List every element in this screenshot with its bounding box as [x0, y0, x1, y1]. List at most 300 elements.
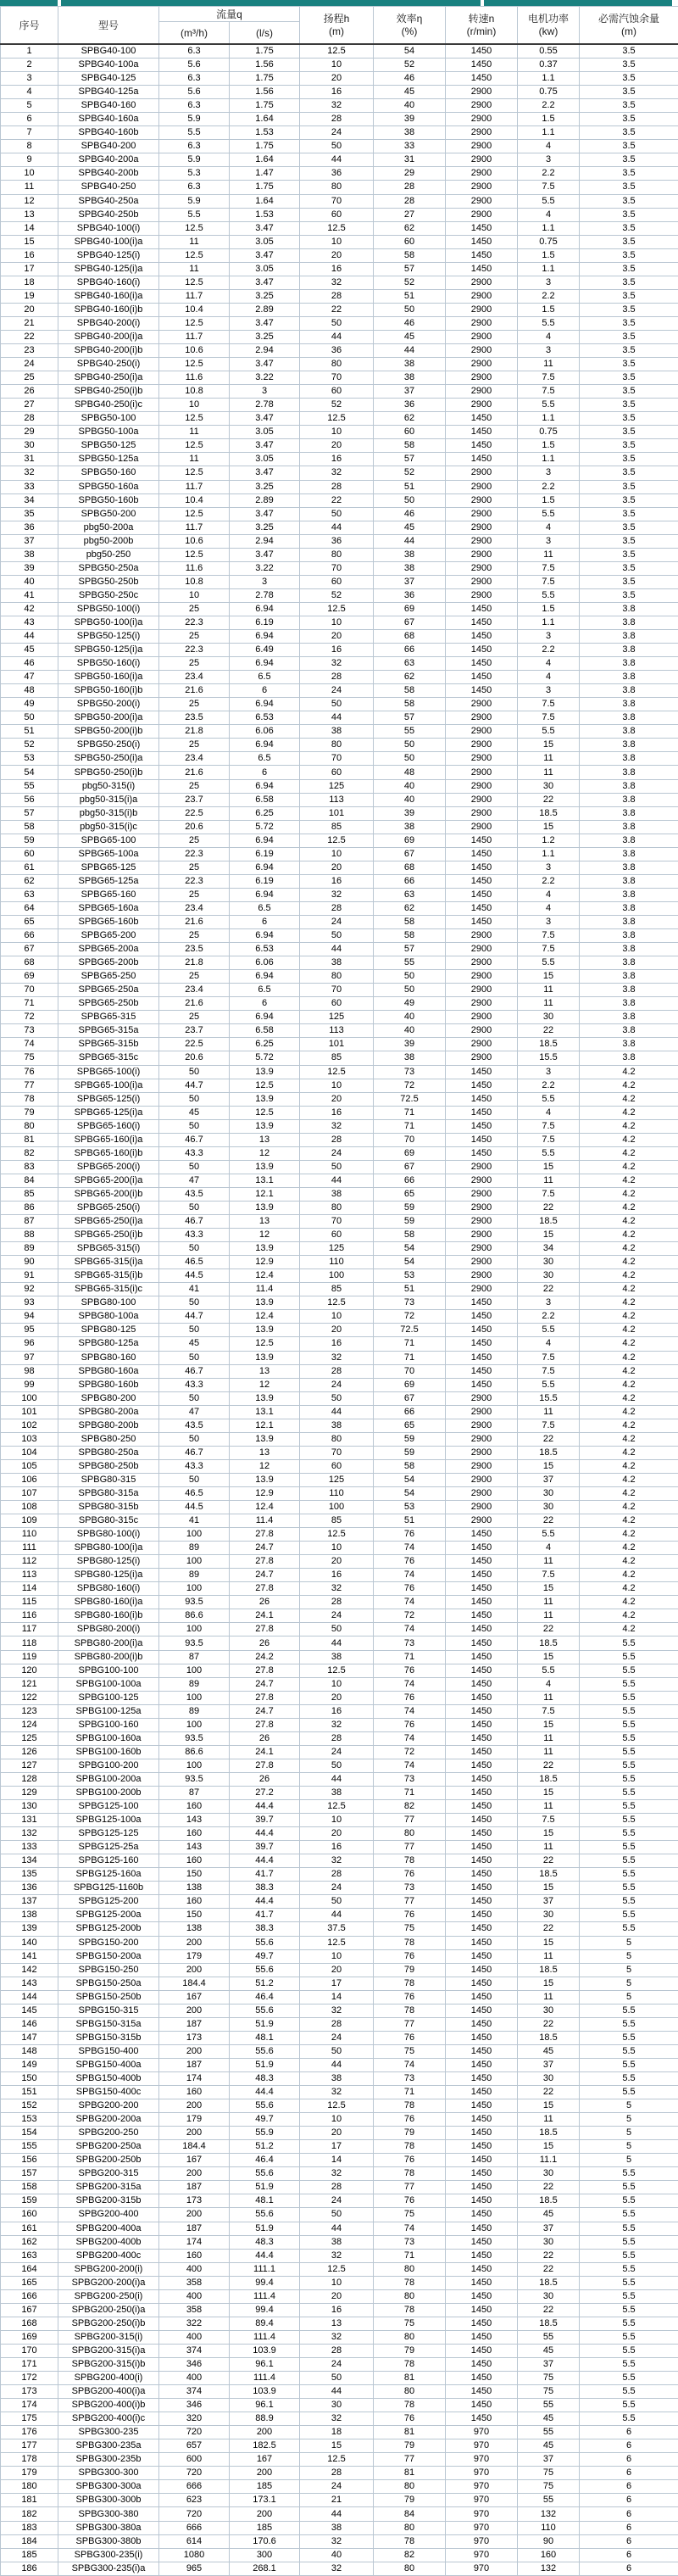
cell-serial: 28	[1, 412, 58, 426]
cell-model: SPBG150-250b	[58, 1990, 159, 2004]
cell-power: 3	[518, 1065, 580, 1079]
cell-power: 4	[518, 521, 580, 534]
cell-power: 18.5	[518, 1636, 580, 1650]
cell-speed: 2900	[446, 929, 518, 943]
cell-flow-ls: 13.9	[230, 1065, 300, 1079]
cell-efficiency: 40	[374, 1024, 446, 1038]
cell-model: SPBG50-200	[58, 507, 159, 521]
table-row	[1, 316, 678, 330]
cell-flow-ls: 3.47	[230, 439, 300, 453]
cell-head: 28	[300, 2467, 374, 2480]
table-row	[1, 2140, 678, 2154]
cell-speed: 2900	[446, 126, 518, 140]
cell-model: SPBG150-315a	[58, 2017, 159, 2031]
cell-efficiency: 57	[374, 943, 446, 956]
cell-npsh: 6	[580, 2562, 678, 2575]
cell-serial: 186	[1, 2562, 58, 2575]
cell-flow-ls: 6	[230, 766, 300, 779]
cell-model: SPBG300-235(i)	[58, 2548, 159, 2562]
cell-serial: 170	[1, 2344, 58, 2357]
cell-serial: 118	[1, 1636, 58, 1650]
cell-efficiency: 78	[374, 1936, 446, 1949]
cell-power: 75	[518, 2372, 580, 2385]
cell-npsh: 5.5	[580, 1814, 678, 1827]
cell-flow-ls: 13.9	[230, 1296, 300, 1310]
cell-efficiency: 60	[374, 426, 446, 439]
cell-flow-m3h: 12.5	[159, 221, 230, 235]
cell-head: 38	[300, 2071, 374, 2085]
cell-npsh: 3.8	[580, 847, 678, 861]
cell-speed: 2900	[446, 1473, 518, 1486]
cell-efficiency: 31	[374, 153, 446, 167]
table-row	[1, 2113, 678, 2127]
cell-speed: 1450	[446, 1949, 518, 1963]
cell-model: SPBG80-160(i)b	[58, 1609, 159, 1623]
cell-flow-m3h: 322	[159, 2317, 230, 2330]
table-row	[1, 561, 678, 575]
table-row	[1, 1895, 678, 1909]
cell-model: SPBG65-200(i)a	[58, 1174, 159, 1187]
cell-efficiency: 50	[374, 752, 446, 766]
cell-efficiency: 63	[374, 657, 446, 671]
cell-speed: 2900	[446, 534, 518, 548]
cell-speed: 2900	[446, 1215, 518, 1229]
cell-efficiency: 74	[374, 1569, 446, 1582]
cell-speed: 1450	[446, 1106, 518, 1119]
cell-flow-m3h: 45	[159, 1337, 230, 1351]
cell-serial: 165	[1, 2276, 58, 2289]
cell-flow-m3h: 400	[159, 2372, 230, 2385]
cell-flow-m3h: 5.6	[159, 59, 230, 72]
cell-speed: 1450	[446, 901, 518, 915]
table-row	[1, 1949, 678, 1963]
cell-serial: 34	[1, 493, 58, 507]
cell-serial: 77	[1, 1079, 58, 1092]
cell-power: 15	[518, 2099, 580, 2113]
cell-model: SPBG50-250(i)b	[58, 766, 159, 779]
cell-npsh: 3.8	[580, 657, 678, 671]
cell-npsh: 4.2	[580, 1337, 678, 1351]
cell-head: 16	[300, 262, 374, 276]
table-row	[1, 2181, 678, 2194]
cell-power: 55	[518, 2399, 580, 2412]
cell-model: SPBG80-200(i)	[58, 1623, 159, 1636]
cell-efficiency: 58	[374, 1229, 446, 1242]
cell-npsh: 4.2	[580, 1419, 678, 1432]
cell-power: 11	[518, 1555, 580, 1569]
cell-power: 4	[518, 140, 580, 153]
cell-efficiency: 78	[374, 2099, 446, 2113]
cell-head: 12.5	[300, 1936, 374, 1949]
table-row	[1, 1391, 678, 1405]
head-unit: (m)	[329, 25, 344, 37]
cell-flow-ls: 24.7	[230, 1677, 300, 1691]
table-row	[1, 412, 678, 426]
cell-flow-m3h: 50	[159, 1065, 230, 1079]
cell-speed: 2900	[446, 970, 518, 984]
cell-model: SPBG40-200	[58, 140, 159, 153]
cell-npsh: 3.8	[580, 901, 678, 915]
cell-serial: 167	[1, 2303, 58, 2317]
cell-flow-ls: 6.06	[230, 956, 300, 970]
cell-model: SPBG65-250	[58, 970, 159, 984]
cell-speed: 1450	[446, 1787, 518, 1800]
cell-flow-m3h: 346	[159, 2357, 230, 2371]
cell-model: SPBG40-200(i)b	[58, 344, 159, 358]
cell-serial: 173	[1, 2385, 58, 2399]
cell-power: 11	[518, 1731, 580, 1745]
cell-model: SPBG80-250b	[58, 1459, 159, 1473]
cell-efficiency: 57	[374, 262, 446, 276]
table-row	[1, 2262, 678, 2276]
cell-speed: 1450	[446, 916, 518, 929]
cell-speed: 1450	[446, 1841, 518, 1854]
cell-speed: 1450	[446, 453, 518, 466]
table-row	[1, 548, 678, 561]
cell-npsh: 3.5	[580, 99, 678, 113]
cell-efficiency: 67	[374, 616, 446, 629]
cell-npsh: 5.5	[580, 1909, 678, 1922]
cell-npsh: 3.8	[580, 644, 678, 657]
cell-efficiency: 82	[374, 2548, 446, 2562]
cell-flow-m3h: 93.5	[159, 1636, 230, 1650]
cell-flow-ls: 12	[230, 1459, 300, 1473]
cell-power: 1.5	[518, 113, 580, 126]
cell-flow-m3h: 614	[159, 2534, 230, 2548]
table-row	[1, 1977, 678, 1990]
cell-npsh: 3.5	[580, 385, 678, 399]
cell-power: 37	[518, 2222, 580, 2235]
cell-power: 7.5	[518, 698, 580, 711]
cell-flow-ls: 12.1	[230, 1419, 300, 1432]
cell-flow-ls: 51.2	[230, 2140, 300, 2154]
cell-npsh: 3.5	[580, 167, 678, 181]
cell-flow-m3h: 23.4	[159, 671, 230, 684]
cell-head: 32	[300, 2004, 374, 2017]
cell-flow-m3h: 21.6	[159, 684, 230, 698]
cell-efficiency: 39	[374, 113, 446, 126]
cell-npsh: 4.2	[580, 1065, 678, 1079]
cell-flow-ls: 3.05	[230, 426, 300, 439]
cell-model: SPBG200-200(i)	[58, 2262, 159, 2276]
table-row	[1, 1051, 678, 1065]
cell-power: 5.5	[518, 1146, 580, 1160]
cell-efficiency: 71	[374, 1351, 446, 1364]
cell-npsh: 5	[580, 2127, 678, 2140]
cell-npsh: 6	[580, 2453, 678, 2467]
cell-power: 4	[518, 657, 580, 671]
cell-model: SPBG100-200a	[58, 1772, 159, 1786]
cell-flow-ls: 3.22	[230, 371, 300, 385]
table-row	[1, 1623, 678, 1636]
col-header-flow-ls: (l/s)	[230, 22, 300, 45]
cell-model: SPBG200-400b	[58, 2235, 159, 2249]
cell-efficiency: 71	[374, 2249, 446, 2262]
cell-npsh: 4.2	[580, 1528, 678, 1542]
cell-speed: 2900	[446, 303, 518, 316]
cell-head: 40	[300, 2548, 374, 2562]
cell-head: 28	[300, 1364, 374, 1378]
cell-speed: 1450	[446, 2127, 518, 2140]
table-row	[1, 1990, 678, 2004]
cell-head: 32	[300, 1582, 374, 1596]
cell-efficiency: 38	[374, 820, 446, 834]
col-header-speed	[446, 7, 518, 45]
cell-flow-m3h: 23.7	[159, 793, 230, 806]
cell-serial: 68	[1, 956, 58, 970]
efficiency-unit: (%)	[402, 25, 418, 37]
cell-head: 14	[300, 1990, 374, 2004]
table-row	[1, 1704, 678, 1718]
cell-power: 30	[518, 1011, 580, 1024]
cell-efficiency: 38	[374, 561, 446, 575]
cell-model: SPBG125-100a	[58, 1814, 159, 1827]
table-row	[1, 2426, 678, 2439]
cell-flow-m3h: 10	[159, 588, 230, 602]
cell-efficiency: 74	[374, 1759, 446, 1772]
cell-efficiency: 78	[374, 2357, 446, 2371]
cell-speed: 1450	[446, 2303, 518, 2317]
cell-flow-ls: 55.6	[230, 2099, 300, 2113]
cell-efficiency: 66	[374, 1174, 446, 1187]
cell-efficiency: 27	[374, 208, 446, 221]
cell-power: 1.5	[518, 439, 580, 453]
table-row	[1, 779, 678, 793]
table-row	[1, 276, 678, 289]
cell-flow-ls: 12	[230, 1378, 300, 1391]
table-row	[1, 2071, 678, 2085]
cell-power: 132	[518, 2562, 580, 2575]
cell-efficiency: 74	[374, 2058, 446, 2071]
cell-model: SPBG80-315a	[58, 1486, 159, 1500]
cell-npsh: 4.2	[580, 1459, 678, 1473]
cell-power: 11	[518, 1800, 580, 1814]
cell-npsh: 4.2	[580, 1582, 678, 1596]
cell-speed: 1450	[446, 1882, 518, 1895]
cell-efficiency: 80	[374, 2480, 446, 2494]
cell-serial: 148	[1, 2044, 58, 2058]
cell-npsh: 3.8	[580, 929, 678, 943]
cell-efficiency: 70	[374, 1133, 446, 1146]
cell-model: SPBG40-200(i)	[58, 316, 159, 330]
cell-power: 15	[518, 1582, 580, 1596]
cell-flow-m3h: 50	[159, 1432, 230, 1446]
cell-serial: 182	[1, 2507, 58, 2521]
cell-efficiency: 74	[374, 2222, 446, 2235]
cell-npsh: 3.8	[580, 602, 678, 616]
cell-serial: 59	[1, 834, 58, 847]
cell-head: 28	[300, 2344, 374, 2357]
cell-head: 28	[300, 1133, 374, 1146]
cell-power: 11	[518, 1174, 580, 1187]
table-row	[1, 194, 678, 208]
cell-speed: 1450	[446, 59, 518, 72]
cell-model: SPBG300-300b	[58, 2494, 159, 2507]
cell-model: SPBG125-100	[58, 1800, 159, 1814]
table-row	[1, 1351, 678, 1364]
table-row	[1, 2412, 678, 2426]
cell-efficiency: 46	[374, 316, 446, 330]
cell-npsh: 5.5	[580, 2317, 678, 2330]
cell-serial: 90	[1, 1256, 58, 1269]
cell-npsh: 4.2	[580, 1486, 678, 1500]
cell-head: 24	[300, 916, 374, 929]
speed-unit: (r/min)	[467, 25, 497, 37]
cell-head: 24	[300, 2031, 374, 2044]
cell-speed: 970	[446, 2548, 518, 2562]
cell-efficiency: 58	[374, 684, 446, 698]
cell-model: SPBG40-250(i)b	[58, 385, 159, 399]
cell-power: 30	[518, 1501, 580, 1514]
cell-npsh: 3.8	[580, 793, 678, 806]
cell-efficiency: 54	[374, 1242, 446, 1256]
cell-flow-m3h: 6.3	[159, 99, 230, 113]
cell-npsh: 3.5	[580, 140, 678, 153]
cell-model: SPBG125-200b	[58, 1922, 159, 1936]
cell-npsh: 3.5	[580, 453, 678, 466]
cell-head: 28	[300, 901, 374, 915]
cell-speed: 1450	[446, 1119, 518, 1133]
cell-power: 7.5	[518, 1569, 580, 1582]
cell-speed: 1450	[446, 2194, 518, 2208]
cell-speed: 2900	[446, 371, 518, 385]
cell-head: 32	[300, 1718, 374, 1731]
cell-head: 80	[300, 358, 374, 371]
cell-speed: 1450	[446, 2140, 518, 2154]
cell-flow-ls: 6.94	[230, 1011, 300, 1024]
cell-model: SPBG125-160	[58, 1854, 159, 1868]
table-row	[1, 1106, 678, 1119]
cell-power: 30	[518, 2235, 580, 2249]
cell-speed: 2900	[446, 276, 518, 289]
cell-npsh: 5	[580, 1990, 678, 2004]
cell-serial: 107	[1, 1486, 58, 1500]
cell-speed: 1450	[446, 644, 518, 657]
cell-head: 24	[300, 126, 374, 140]
cell-flow-m3h: 43.5	[159, 1419, 230, 1432]
cell-power: 15	[518, 1977, 580, 1990]
cell-head: 125	[300, 1011, 374, 1024]
cell-head: 60	[300, 997, 374, 1011]
cell-npsh: 4.2	[580, 1119, 678, 1133]
cell-model: SPBG65-160a	[58, 901, 159, 915]
cell-model: SPBG200-400c	[58, 2249, 159, 2262]
cell-flow-ls: 48.3	[230, 2071, 300, 2085]
cell-npsh: 3.5	[580, 44, 678, 59]
cell-serial: 181	[1, 2494, 58, 2507]
cell-power: 30	[518, 779, 580, 793]
cell-efficiency: 55	[374, 725, 446, 739]
cell-speed: 2900	[446, 1256, 518, 1269]
cell-power: 11	[518, 1609, 580, 1623]
cell-flow-m3h: 5.3	[159, 167, 230, 181]
table-row	[1, 1174, 678, 1187]
cell-speed: 2900	[446, 521, 518, 534]
cell-speed: 1450	[446, 1351, 518, 1364]
table-row	[1, 806, 678, 820]
cell-power: 1.1	[518, 616, 580, 629]
cell-flow-m3h: 43.3	[159, 1378, 230, 1391]
cell-model: SPBG40-200(i)a	[58, 330, 159, 343]
cell-power: 15.5	[518, 1391, 580, 1405]
cell-npsh: 3.8	[580, 943, 678, 956]
cell-flow-ls: 185	[230, 2521, 300, 2534]
cell-head: 24	[300, 2357, 374, 2371]
cell-model: SPBG80-100	[58, 1296, 159, 1310]
cell-flow-m3h: 11	[159, 426, 230, 439]
cell-serial: 85	[1, 1187, 58, 1201]
cell-speed: 970	[446, 2439, 518, 2453]
table-row	[1, 2167, 678, 2181]
cell-flow-m3h: 10.6	[159, 344, 230, 358]
cell-model: SPBG65-315(i)c	[58, 1283, 159, 1296]
cell-head: 101	[300, 806, 374, 820]
table-row	[1, 2399, 678, 2412]
cell-power: 3	[518, 916, 580, 929]
cell-flow-m3h: 150	[159, 1909, 230, 1922]
cell-model: SPBG40-250(i)c	[58, 399, 159, 412]
cell-serial: 22	[1, 330, 58, 343]
cell-head: 110	[300, 1256, 374, 1269]
cell-flow-ls: 24.1	[230, 1745, 300, 1759]
npsh-unit: (m)	[621, 25, 636, 37]
cell-npsh: 4.2	[580, 1160, 678, 1174]
cell-flow-m3h: 43.3	[159, 1229, 230, 1242]
table-row	[1, 1446, 678, 1459]
cell-npsh: 3.5	[580, 208, 678, 221]
cell-power: 5.5	[518, 725, 580, 739]
cell-power: 1.1	[518, 221, 580, 235]
cell-npsh: 3.5	[580, 303, 678, 316]
col-header-npsh	[580, 7, 678, 45]
cell-model: SPBG125-25a	[58, 1841, 159, 1854]
cell-power: 18.5	[518, 1038, 580, 1051]
cell-speed: 1450	[446, 1650, 518, 1664]
cell-npsh: 4.2	[580, 1473, 678, 1486]
cell-serial: 56	[1, 793, 58, 806]
cell-speed: 1450	[446, 2154, 518, 2167]
cell-flow-ls: 27.8	[230, 1718, 300, 1731]
cell-speed: 1450	[446, 439, 518, 453]
cell-serial: 168	[1, 2317, 58, 2330]
cell-speed: 2900	[446, 793, 518, 806]
speed-label: 转速n	[469, 13, 495, 25]
cell-flow-ls: 1.53	[230, 208, 300, 221]
cell-flow-m3h: 23.4	[159, 984, 230, 997]
cell-head: 10	[300, 2276, 374, 2289]
cell-head: 50	[300, 698, 374, 711]
cell-npsh: 3.8	[580, 834, 678, 847]
cell-flow-ls: 6.19	[230, 874, 300, 888]
cell-head: 24	[300, 1745, 374, 1759]
cell-efficiency: 78	[374, 2276, 446, 2289]
table-row	[1, 834, 678, 847]
table-row	[1, 453, 678, 466]
cell-speed: 1450	[446, 1800, 518, 1814]
cell-efficiency: 72.5	[374, 1092, 446, 1106]
cell-npsh: 3.8	[580, 630, 678, 644]
cell-flow-m3h: 346	[159, 2399, 230, 2412]
cell-flow-ls: 111.4	[230, 2289, 300, 2303]
cell-flow-ls: 13.9	[230, 1432, 300, 1446]
cell-efficiency: 58	[374, 698, 446, 711]
cell-head: 28	[300, 1868, 374, 1882]
table-row	[1, 1745, 678, 1759]
cell-head: 85	[300, 1514, 374, 1528]
cell-flow-ls: 6.53	[230, 943, 300, 956]
cell-model: SPBG50-125(i)a	[58, 644, 159, 657]
cell-serial: 101	[1, 1405, 58, 1419]
